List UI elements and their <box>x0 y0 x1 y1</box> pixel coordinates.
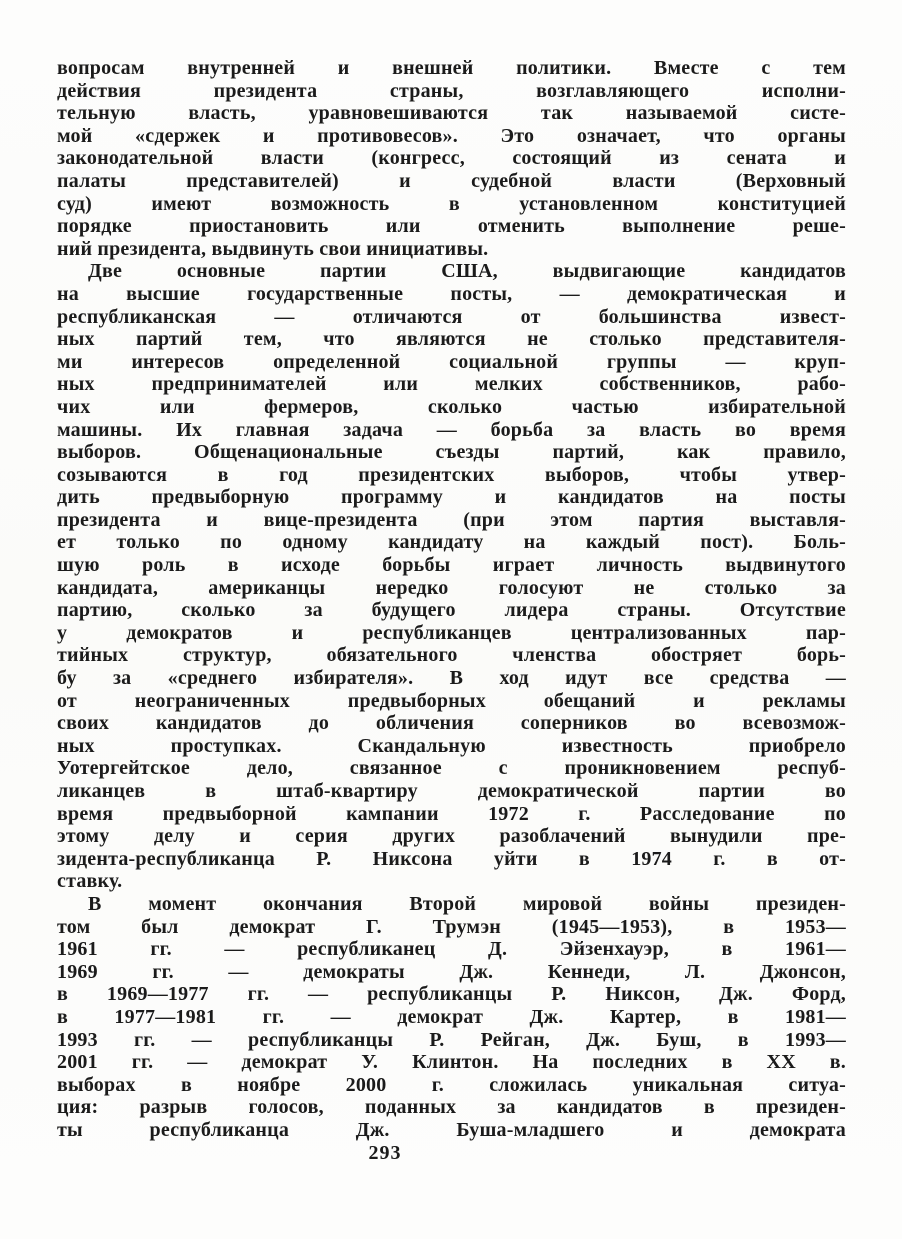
paragraph <box>57 57 846 260</box>
text-line: ты республиканца Дж. Буша-младшего и демократа <box>57 1118 846 1141</box>
text-line: на высшие государственные посты, — демократическая и <box>57 282 846 305</box>
text-line: ми интересов определенной социальной группы — круп- <box>57 350 846 373</box>
page-text <box>57 57 846 1142</box>
text-line: 1961 гг. — республиканец Д. Эйзенхауэр, в 1961— <box>57 938 846 961</box>
text-line: дить предвыборную программу и кандидатов на посты <box>57 486 846 509</box>
text-line: том был демократ Г. Трумэн (1945—1953), в 1953— <box>57 915 846 938</box>
text-line: ет только по одному кандидату на каждый пост). Боль- <box>57 531 846 554</box>
text-line: шую роль в исходе борьбы играет личность выдвинутого <box>57 554 846 577</box>
paragraph <box>57 893 846 1142</box>
text-line: ция: разрыв голосов, поданных за кандидатов в президен- <box>57 1096 846 1119</box>
text-line: 2001 гг. — демократ У. Клинтон. На последних в XX в. <box>57 1051 846 1074</box>
text-line: выборов. Общенациональные съезды партий, как правило, <box>57 441 846 464</box>
text-line: в 1977—1981 гг. — демократ Дж. Картер, в 1981— <box>57 1005 846 1028</box>
text-line: тийных структур, обязательного членства обостряет борь- <box>57 644 846 667</box>
paragraph <box>57 260 846 893</box>
text-line: вопросам внутренней и внешней политики. Вместе с тем <box>57 57 846 79</box>
text-line: президента и вице-президента (при этом партия выставля- <box>57 508 846 531</box>
text-line: ных проступках. Скандальную известность приобрело <box>57 734 846 757</box>
text-line: этому делу и серия других разоблачений вынудили пре- <box>57 825 846 848</box>
text-line: кандидата, американцы нередко голосуют не столько за <box>57 576 846 599</box>
text-line: ний президента, выдвинуть свои инициативы. <box>57 237 489 260</box>
text-line: законодательной власти (конгресс, состоящий из сената и <box>57 147 846 170</box>
text-line: у демократов и республиканцев централизованных пар- <box>57 621 846 644</box>
text-line: мой «сдержек и противовесов». Это означает, что органы <box>57 124 846 147</box>
text-line: партию, сколько за будущего лидера страны. Отсутствие <box>57 599 846 622</box>
text-line: палаты представителей) и судебной власти (Верховный <box>57 169 846 192</box>
text-line: 1969 гг. — демократы Дж. Кеннеди, Л. Джонсон, <box>57 960 846 983</box>
text-line: от неограниченных предвыборных обещаний и рекламы <box>57 689 846 712</box>
text-line: Уотергейтское дело, связанное с проникновением респуб- <box>57 757 846 780</box>
text-line: ставку. <box>57 870 123 893</box>
text-line: созываются в год президентских выборов, чтобы утвер- <box>57 463 846 486</box>
text-line: своих кандидатов до обличения соперников во всевозмож- <box>57 712 846 735</box>
text-line: зидента-республиканца Р. Никсона уйти в 1974 г. в от- <box>57 847 846 870</box>
text-line: действия президента страны, возглавляющего исполни- <box>57 79 846 102</box>
text-line: бу за «среднего избирателя». В ход идут все средства — <box>57 667 846 690</box>
page-number: 293 <box>368 1142 402 1164</box>
text-line: Две основные партии США, выдвигающие кандидатов <box>88 260 846 283</box>
text-line: порядке приостановить или отменить выполнение реше- <box>57 215 846 238</box>
text-line: В момент окончания Второй мировой войны президен- <box>88 892 846 915</box>
text-line: время предвыборной кампании 1972 г. Расследование по <box>57 802 846 825</box>
text-line: 1993 гг. — республиканцы Р. Рейган, Дж. Буш, в 1993— <box>57 1028 846 1051</box>
text-line: в 1969—1977 гг. — республиканцы Р. Никсон, Дж. Форд, <box>57 983 846 1006</box>
text-line: республиканская — отличаются от большинства извест- <box>57 305 846 328</box>
text-line: машины. Их главная задача — борьба за власть во время <box>57 418 846 441</box>
text-line: тельную власть, уравновешиваются так называемой систе- <box>57 102 846 125</box>
text-line: ликанцев в штаб-квартиру демократической партии во <box>57 780 846 802</box>
text-line: суд) имеют возможность в установленном конституцией <box>57 192 846 215</box>
text-line: ных партий тем, что являются не столько представителя- <box>57 328 846 351</box>
text-line: выборах в ноябре 2000 г. сложилась уникальная ситуа- <box>57 1073 846 1096</box>
text-line: ных предпринимателей или мелких собственников, рабо- <box>57 373 846 396</box>
text-line: чих или фермеров, сколько частью избирательной <box>57 395 846 418</box>
